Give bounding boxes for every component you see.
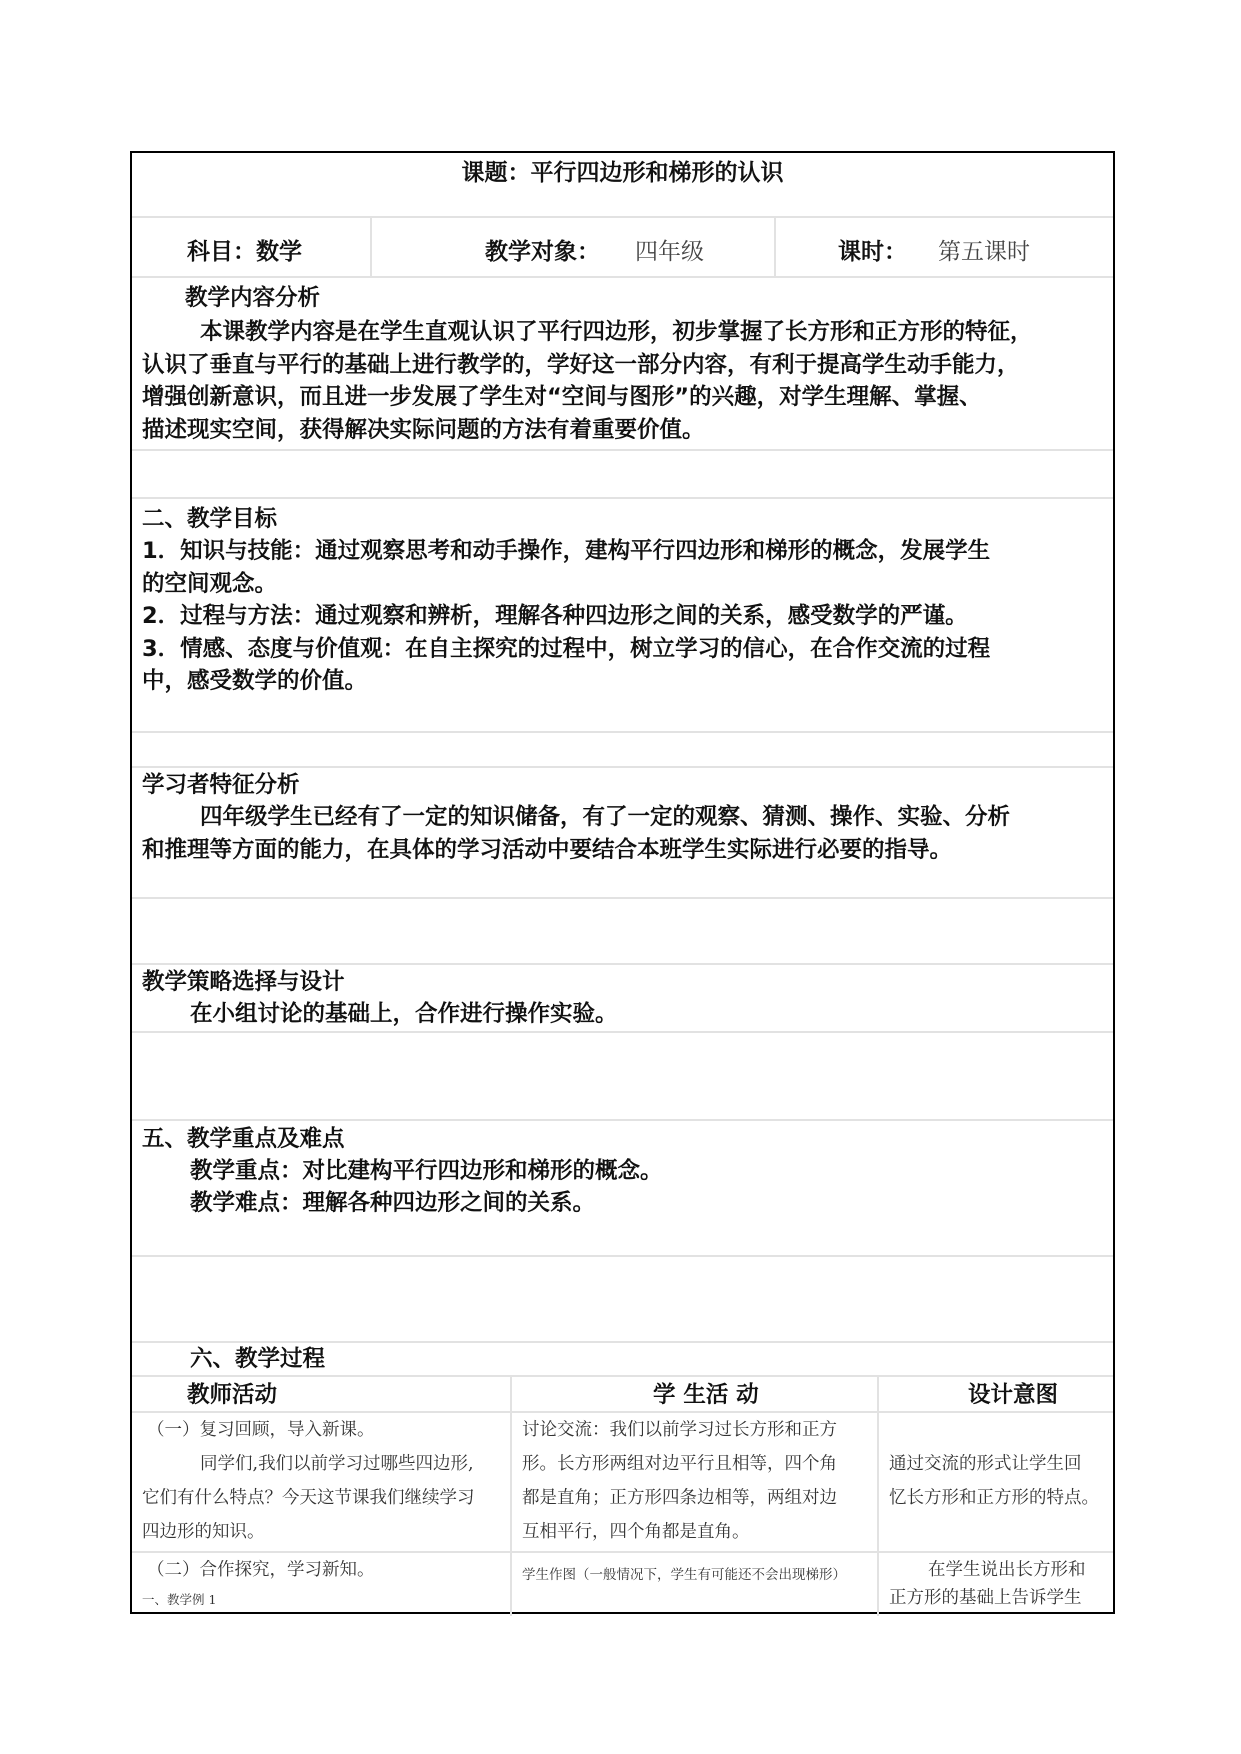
row2-intent-line: 正方形的基础上告诉学生 [889,1588,1082,1608]
row-divider [132,276,1113,278]
row-divider [132,497,1113,499]
analysis-line: 描述现实空间，获得解决实际问题的方法有着重要价值。 [142,416,705,443]
col-divider [774,216,776,276]
col-header-student: 学 生活 动 [653,1382,759,1408]
row-divider [132,449,1113,451]
focus-key-point: 教学重点：对比建构平行四边形和梯形的概念。 [190,1158,663,1184]
target-label: 教学对象： [485,239,600,265]
lesson-title: 课题：平行四边形和梯形的认识 [461,160,784,186]
objective-line: 2．过程与方法：通过观察和辨析，理解各种四边形之间的关系，感受数学的严谨。 [142,603,968,629]
subject-label: 科目：数学 [187,239,302,265]
row1-intent-line: 忆长方形和正方形的特点。 [889,1488,1099,1508]
row-divider [132,1119,1113,1121]
analysis-text [142,316,1103,446]
row-divider [132,963,1113,965]
row1-student-line: 讨论交流：我们以前学习过长方形和正方 [522,1420,837,1440]
focus-heading: 五、教学重点及难点 [142,1126,345,1152]
row2-teacher-line: 一、教学例 1 [142,1592,217,1607]
objective-line: 3．情感、态度与价值观：在自主探究的过程中，树立学习的信心，在合作交流的过程 [142,635,991,662]
period-label: 课时： [838,239,907,265]
objective-line: 的空间观念。 [142,570,278,597]
row-divider [132,1255,1113,1257]
row2-intent-line: 在学生说出长方形和 [928,1560,1086,1580]
analysis-line: 本课教学内容是在学生直观认识了平行四边形，初步掌握了长方形和正方形的特征， [200,319,1033,345]
row-divider [132,731,1113,733]
row-divider [132,766,1113,768]
target-value: 四年级 [635,239,704,265]
strategy-text: 在小组讨论的基础上，合作进行操作实验。 [190,1001,618,1027]
focus-difficulty: 教学难点：理解各种四边形之间的关系。 [190,1190,596,1216]
strategy-heading: 教学策略选择与设计 [142,969,345,995]
objective-line: 中，感受数学的价值。 [142,668,368,694]
row1-teacher-line: 它们有什么特点？今天这节课我们继续学习 [142,1488,475,1508]
objective-line: 1．知识与技能：通过观察思考和动手操作，建构平行四边形和梯形的概念，发展学生 [142,538,991,564]
objectives-heading: 二、教学目标 [142,506,278,532]
row1-teacher-line: 四边形的知识。 [142,1522,265,1542]
row1-teacher-line: （一）复习回顾，导入新课。 [147,1420,375,1440]
process-heading: 六、教学过程 [190,1346,326,1372]
col-header-intent: 设计意图 [968,1382,1059,1408]
row2-teacher-line: （二）合作探究，学习新知。 [147,1560,375,1580]
row1-intent-line: 通过交流的形式让学生回 [889,1454,1082,1474]
learner-line: 和推理等方面的能力，在具体的学习活动中要结合本班学生实际进行必要的指导。 [142,836,953,863]
row-divider [132,216,1113,218]
row1-student-line: 都是直角；正方形四条边相等，两组对边 [522,1488,837,1508]
row1-student-line: 形。长方形两组对边平行且相等，四个角 [522,1454,837,1474]
lesson-plan-table [130,151,1115,1614]
row-divider [132,897,1113,899]
analysis-line: 增强创新意识，而且进一步发展了学生对“空间与图形”的兴趣，对学生理解、掌握、 [142,384,982,410]
analysis-heading: 教学内容分析 [185,285,321,311]
row-divider [132,1375,1113,1377]
learner-line: 四年级学生已经有了一定的知识储备，有了一定的观察、猜测、操作、实验、分析 [200,804,1011,830]
col-header-teacher: 教师活动 [187,1382,278,1408]
learner-heading: 学习者特征分析 [142,772,300,798]
row1-student-line: 互相平行，四个角都是直角。 [522,1522,750,1542]
row-divider [132,1031,1113,1033]
learner-text [142,801,1103,866]
objectives-text [142,535,1103,698]
period-value: 第五课时 [938,239,1030,265]
row2-student-line: 学生作图（一般情况下，学生有可能还不会出现梯形） [522,1567,846,1583]
col-divider [370,216,372,276]
analysis-line: 认识了垂直与平行的基础上进行教学的，学好这一部分内容，有利于提高学生动手能力， [142,351,1020,378]
row1-teacher-line: 同学们,我们以前学习过哪些四边形, [200,1454,474,1474]
